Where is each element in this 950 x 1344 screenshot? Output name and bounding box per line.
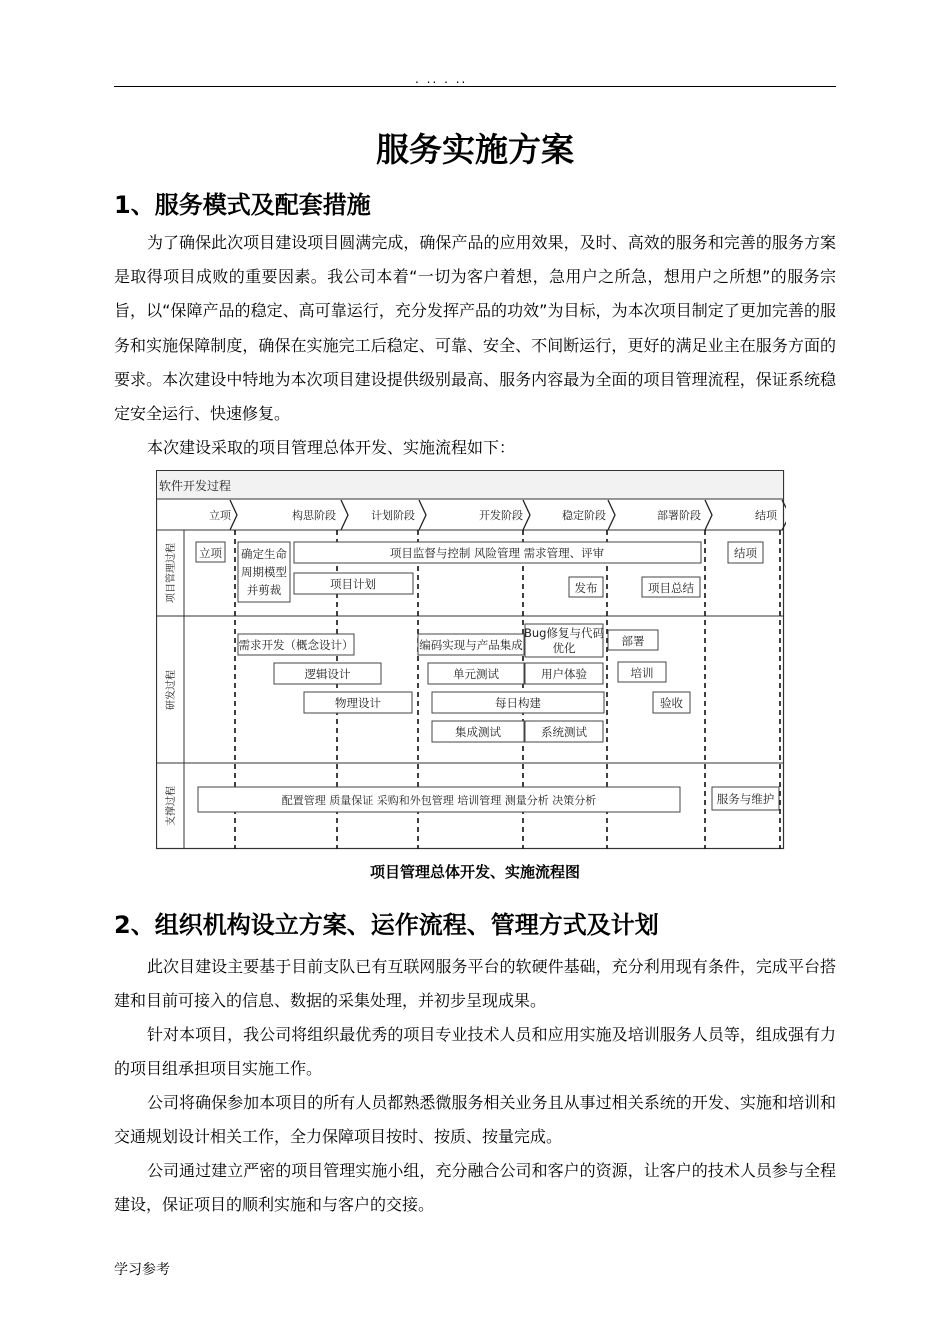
box-label: 用户体验: [541, 667, 587, 681]
box-label: 发布: [574, 581, 598, 595]
phase-label: 结项: [755, 509, 777, 522]
header-rule: [114, 86, 836, 87]
box-label: 逻辑设计: [304, 667, 351, 681]
box-label: 每日构建: [495, 696, 541, 710]
box-label: 项目总结: [648, 581, 694, 595]
box-label: 验收: [660, 696, 683, 710]
box-label: 单元测试: [453, 667, 499, 681]
section2-paragraph-2: 针对本项目，我公司将组织最优秀的项目专业技术人员和应用实施及培训服务人员等，组成强有力的项目组承担项目实施工作。: [114, 1025, 836, 1079]
box-label: 配置管理 质量保证 采购和外包管理 培训管理 测量分析 决策分析: [281, 794, 597, 807]
section1-paragraph-2: 本次建设采取的项目管理总体开发、实施流程如下：: [147, 438, 516, 457]
box-label: 项目计划: [330, 577, 376, 591]
phase-label: 立项: [209, 509, 231, 522]
phase-label: 部署阶段: [657, 509, 701, 522]
header-dots: . .. . ..: [415, 72, 468, 86]
section2-paragraph-4: 公司通过建立严密的项目管理实施小组，充分融合公司和客户的资源，让客户的技术人员参与全程建设，保证项目的顺利实施和与客户的交接。: [114, 1161, 836, 1215]
box-label: 编码实现与产品集成: [419, 638, 523, 652]
diagram-title: 软件开发过程: [159, 479, 232, 493]
box-label: 服务与维护: [716, 792, 775, 806]
figure-caption: 项目管理总体开发、实施流程图: [369, 863, 580, 881]
box-label: 周期模型: [241, 565, 287, 579]
phase-label: 计划阶段: [371, 509, 415, 522]
box-label: 物理设计: [335, 696, 381, 710]
row-label-development: 研发过程: [166, 670, 177, 710]
phase-label: 开发阶段: [479, 509, 523, 522]
box-label: 优化: [552, 641, 576, 655]
section2-paragraph-1: 此次目建设主要基于目前支队已有互联网服务平台的软硬件基础，充分利用现有条件，完成平台搭建和目前可接入的信息、数据的采集处理，并初步呈现成果。: [114, 957, 836, 1011]
box-label: 需求开发（概念设计）: [238, 638, 354, 652]
diagram-title-bar: [157, 471, 783, 499]
phase-label: 稳定阶段: [562, 509, 606, 522]
box-label: 并剪裁: [246, 583, 282, 597]
section2-heading: 2、组织机构设立方案、运作流程、管理方式及计划: [114, 911, 659, 939]
process-flow-diagram: [156, 470, 786, 850]
box-label: 部署: [621, 634, 645, 648]
box-label: 立项: [199, 546, 222, 560]
box-label: 确定生命: [241, 547, 287, 561]
row-label-support: 支撑过程: [166, 786, 177, 826]
box-label: Bug修复与代码: [524, 626, 604, 640]
box-label: 结项: [734, 546, 757, 560]
footer-text: 学习参考: [114, 1262, 170, 1278]
section1-heading: 1、服务模式及配套措施: [114, 191, 371, 219]
box-label: 项目监督与控制 风险管理 需求管理、评审: [389, 546, 605, 560]
box-label: 集成测试: [455, 725, 501, 739]
row-label-project-management: 项目管理过程: [166, 543, 177, 603]
box-label: 系统测试: [541, 725, 587, 739]
section1-paragraph-1: 为了确保此次项目建设项目圆满完成，确保产品的应用效果，及时、高效的服务和完善的服务方案是取得项目成败的重要因素。我公司本着“一切为客户着想，急用户之所急，想用户之所想”的服务宗旨，以“保障产品的稳定、高可靠运行，充分发挥产品的功效”为目标，为本次项目制定了更加完善的服务和实施保障制度，确保在实施完工后稳定、可靠、安全、不间断运行，更好的满足业主在服务方面的要求。本次建设中特地为本次项目建设提供级别最高、服务内容最为全面的项目管理流程，保证系统稳定安全运行、快速修复。: [114, 233, 836, 424]
section2-paragraph-3: 公司将确保参加本项目的所有人员都熟悉微服务相关业务且从事过相关系统的开发、实施和培训和交通规划设计相关工作，全力保障项目按时、按质、按量完成。: [114, 1093, 836, 1147]
page-title: 服务实施方案: [376, 130, 574, 169]
box-label: 培训: [630, 666, 654, 680]
phase-label: 构思阶段: [292, 509, 336, 522]
